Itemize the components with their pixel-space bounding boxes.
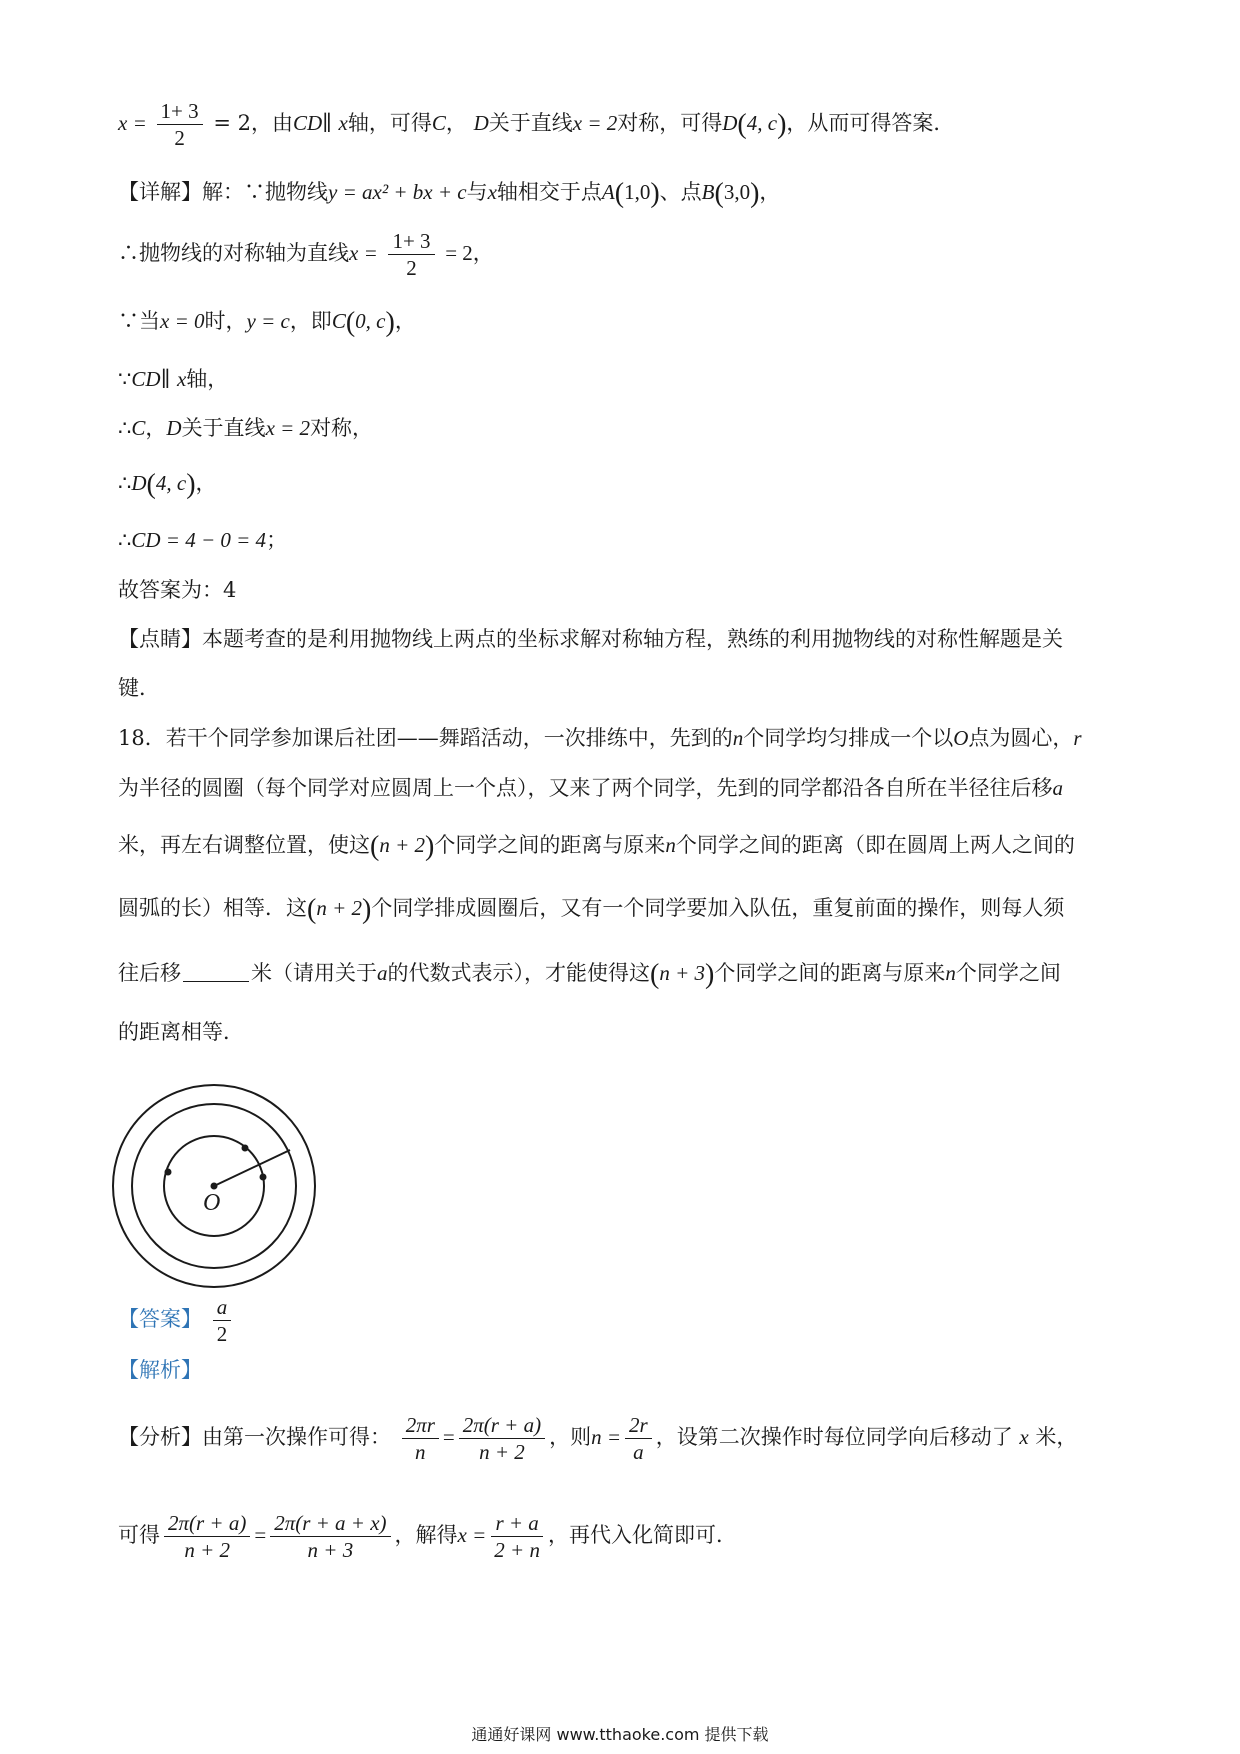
text: 本题考查的是利用抛物线上两点的坐标求解对称轴方程，熟练的利用抛物线的对称性解题是关 <box>202 627 1063 651</box>
text: 个同学均匀排成一个以 <box>743 726 954 750</box>
center-label: O <box>203 1190 221 1216</box>
paren-open: ( <box>737 109 747 141</box>
frac-num: 2πr <box>402 1414 439 1439</box>
math-x: x = 0 <box>160 309 205 333</box>
paren-open: ( <box>370 831 380 862</box>
math-cd: CD <box>292 111 323 136</box>
text: ，再代入化简即可． <box>547 1523 737 1548</box>
frac-den: 2 <box>216 1322 228 1347</box>
text: 与 <box>466 180 488 204</box>
math-n: n <box>732 726 744 750</box>
student-point <box>260 1174 267 1181</box>
question-line-2 <box>118 776 1063 801</box>
text: ∴ <box>118 471 132 495</box>
frac-num: 2π(r + a) <box>459 1414 545 1439</box>
math-d: D <box>131 471 147 495</box>
math-coords: 0, c <box>355 309 386 333</box>
fraction <box>490 1512 544 1561</box>
paren-open: ( <box>614 178 625 209</box>
analysis-label: 【解析】 <box>118 1358 202 1382</box>
fraction <box>164 1512 250 1561</box>
concentric-circles-figure <box>110 1082 320 1292</box>
question-line-1 <box>118 726 1082 751</box>
text: ∵ <box>118 367 132 391</box>
text-line-1 <box>118 100 954 149</box>
text: ，即 <box>289 309 332 333</box>
math-r: r <box>1073 726 1082 750</box>
math-x: x = <box>349 241 378 266</box>
answer-blank <box>183 963 249 982</box>
parallel-symbol: ∥ <box>160 367 171 391</box>
math-o: O <box>953 726 969 750</box>
paren-close: ) <box>705 959 715 990</box>
text: 往后移 <box>118 961 181 985</box>
text: 对称，可得 <box>617 111 723 136</box>
math-d: D <box>473 111 489 136</box>
math-a: a <box>377 961 388 985</box>
frac-den: n + 2 <box>184 1538 231 1563</box>
text: ，设第二次操作时每位同学向后移动了 <box>655 1425 1013 1450</box>
math-eq: CD = 4 − 0 = 4 <box>131 528 267 552</box>
text: 时， <box>204 309 247 333</box>
text-line-11: 键． <box>118 676 160 700</box>
math-n: n = <box>591 1425 622 1450</box>
text-line-2 <box>118 177 780 211</box>
frac-den: 2 <box>406 256 417 281</box>
text: ； <box>266 528 288 552</box>
text: 米， <box>1035 1425 1078 1450</box>
math-n: n <box>665 833 676 857</box>
student-point <box>165 1169 172 1176</box>
math-x: x <box>118 111 128 136</box>
text: 个同学之间的距离（即在圆周上两人之间的 <box>675 833 1075 857</box>
frac-num: 2π(r + a) <box>164 1512 250 1537</box>
paren-open: ( <box>650 959 660 990</box>
math-d: D <box>166 416 182 440</box>
question-line-4 <box>118 893 1064 927</box>
text-line-9: 故答案为：4 <box>118 578 237 602</box>
math-c: C <box>331 309 346 333</box>
frac-den: 2 + n <box>494 1538 540 1563</box>
text: 可得 <box>118 1523 160 1548</box>
fraction <box>157 100 203 149</box>
text: 解：∵抛物线 <box>202 180 328 204</box>
section-label: 【分析】 <box>118 1425 202 1450</box>
text: 个同学之间的距离与原来 <box>434 833 666 857</box>
text: 轴相交于点 <box>496 180 602 204</box>
text: 对称， <box>310 416 374 440</box>
text: 的代数式表示），才能使得这 <box>387 961 650 985</box>
question-line-6: 的距离相等． <box>118 1020 244 1044</box>
paren-open: ( <box>345 307 356 338</box>
text-line-7 <box>118 468 217 502</box>
math-coords: 1,0 <box>624 180 651 204</box>
math-c: C <box>431 111 446 136</box>
math-a: A <box>601 180 615 204</box>
frac-num: 2r <box>625 1414 652 1439</box>
math-n-plus-3: n + 3 <box>659 961 705 985</box>
text-line-5 <box>118 367 228 392</box>
text: 个同学排成圆圈后，又有一个同学要加入队伍，重复前面的操作，则每人须 <box>371 896 1065 920</box>
text: 由第一次操作可得： <box>202 1425 391 1450</box>
text: 米，再左右调整位置，使这 <box>118 833 370 857</box>
text: ， <box>195 471 217 495</box>
text: 点为圆心， <box>968 726 1074 750</box>
question-line-5 <box>118 958 1061 992</box>
answer-label: 【答案】 <box>118 1307 202 1332</box>
text-line-10 <box>118 627 1063 652</box>
text-line-6 <box>118 416 373 441</box>
paren-close: ) <box>362 894 372 925</box>
frac-num: r + a <box>491 1512 542 1537</box>
math-c: C <box>131 416 146 440</box>
text: ∴ <box>118 416 132 440</box>
fraction <box>270 1512 390 1561</box>
paren-open: ( <box>307 894 317 925</box>
frac-den: n <box>415 1440 426 1465</box>
center-point <box>211 1183 218 1190</box>
text: 个同学之间的距离与原来 <box>714 961 946 985</box>
text: 18．若干个同学参加课后社团——舞蹈活动，一次排练中，先到的 <box>118 726 733 750</box>
question-line-3 <box>118 830 1075 864</box>
math-coords: 4, c <box>746 111 778 136</box>
math-eq: x = 2 <box>572 111 618 136</box>
footer-watermark: 通通好课网 www.tthaoke.com 提供下载 <box>471 1725 769 1744</box>
math-coords: 3,0 <box>723 180 751 204</box>
text: ∴ <box>118 528 132 552</box>
student-point <box>242 1145 249 1152</box>
paren-close: ) <box>425 831 435 862</box>
paren-open: ( <box>146 469 156 500</box>
paren-close: ) <box>750 178 760 209</box>
math-d: D <box>722 111 738 136</box>
math-x: x = <box>457 1523 487 1548</box>
parallel-symbol: ∥ <box>322 111 332 136</box>
frac-num: 1+ 3 <box>388 230 434 255</box>
text: ， <box>445 111 467 136</box>
analysis-line-2 <box>118 1512 737 1561</box>
paren-close: ) <box>385 307 395 338</box>
section-label: 【详解】 <box>118 180 202 204</box>
text: 轴，可得 <box>347 111 432 136</box>
answer-line <box>118 1296 235 1345</box>
frac-den: 2 <box>174 126 185 151</box>
text: 关于直线 <box>181 416 266 440</box>
frac-den: n + 3 <box>307 1538 354 1563</box>
math-coords: 4, c <box>155 471 187 495</box>
math-x: x = 2 <box>265 416 311 440</box>
text: ， <box>394 309 416 333</box>
math-x: x <box>176 367 187 391</box>
fraction <box>625 1414 652 1463</box>
text: ， <box>759 180 781 204</box>
analysis-line-1 <box>118 1414 1077 1463</box>
frac-num: a <box>213 1296 232 1321</box>
fraction <box>402 1414 439 1463</box>
math-cd: CD <box>131 367 161 391</box>
radius-line <box>214 1150 290 1186</box>
math-n-plus-2: n + 2 <box>379 833 425 857</box>
text: = 2，由 <box>213 111 293 136</box>
math-x: x <box>338 111 348 136</box>
text: ∵当 <box>118 309 160 333</box>
text: ，解得 <box>394 1523 458 1548</box>
math-n: n <box>945 961 956 985</box>
text: ， <box>145 416 167 440</box>
math-parabola: y = ax² + bx + c <box>328 180 467 204</box>
math-x: x <box>1019 1425 1029 1450</box>
section-label: 【点睛】 <box>118 627 202 651</box>
text: 轴， <box>186 367 229 391</box>
text: 个同学之间 <box>955 961 1061 985</box>
paren-close: ) <box>650 178 660 209</box>
paren-close: ) <box>186 469 196 500</box>
text: 、点 <box>659 180 702 204</box>
text: ，则 <box>549 1425 592 1450</box>
text-line-8 <box>118 528 287 553</box>
text: 为半径的圆圈（每个同学对应圆周上一个点），又来了两个同学，先到的同学都沿各自所在半径往后移 <box>118 776 1053 800</box>
text: ∴抛物线的对称轴为直线 <box>118 241 349 266</box>
math-x: x <box>487 180 497 204</box>
text: 圆弧的长）相等．这 <box>118 896 307 920</box>
math-eq: = <box>134 111 146 136</box>
text: = 2， <box>445 241 494 266</box>
math-b: B <box>701 180 715 204</box>
frac-num: 2π(r + a + x) <box>270 1512 390 1537</box>
text-line-4 <box>118 306 416 340</box>
text: 米（请用关于 <box>251 961 377 985</box>
text: ，从而可得答案． <box>786 111 955 136</box>
math-n-plus-2: n + 2 <box>316 896 362 920</box>
math-a: a <box>1052 776 1063 800</box>
math-eq: = <box>254 1523 267 1548</box>
frac-den: a <box>633 1440 644 1465</box>
text: 关于直线 <box>488 111 573 136</box>
fraction <box>213 1296 232 1345</box>
frac-den: n + 2 <box>479 1440 525 1465</box>
paren-open: ( <box>714 178 724 209</box>
math-y: y = c <box>246 309 290 333</box>
text-line-3 <box>118 230 494 279</box>
fraction <box>459 1414 545 1463</box>
fraction <box>388 230 434 279</box>
paren-close: ) <box>777 109 787 141</box>
frac-num: 1+ 3 <box>157 100 203 125</box>
math-eq: = <box>442 1425 455 1450</box>
